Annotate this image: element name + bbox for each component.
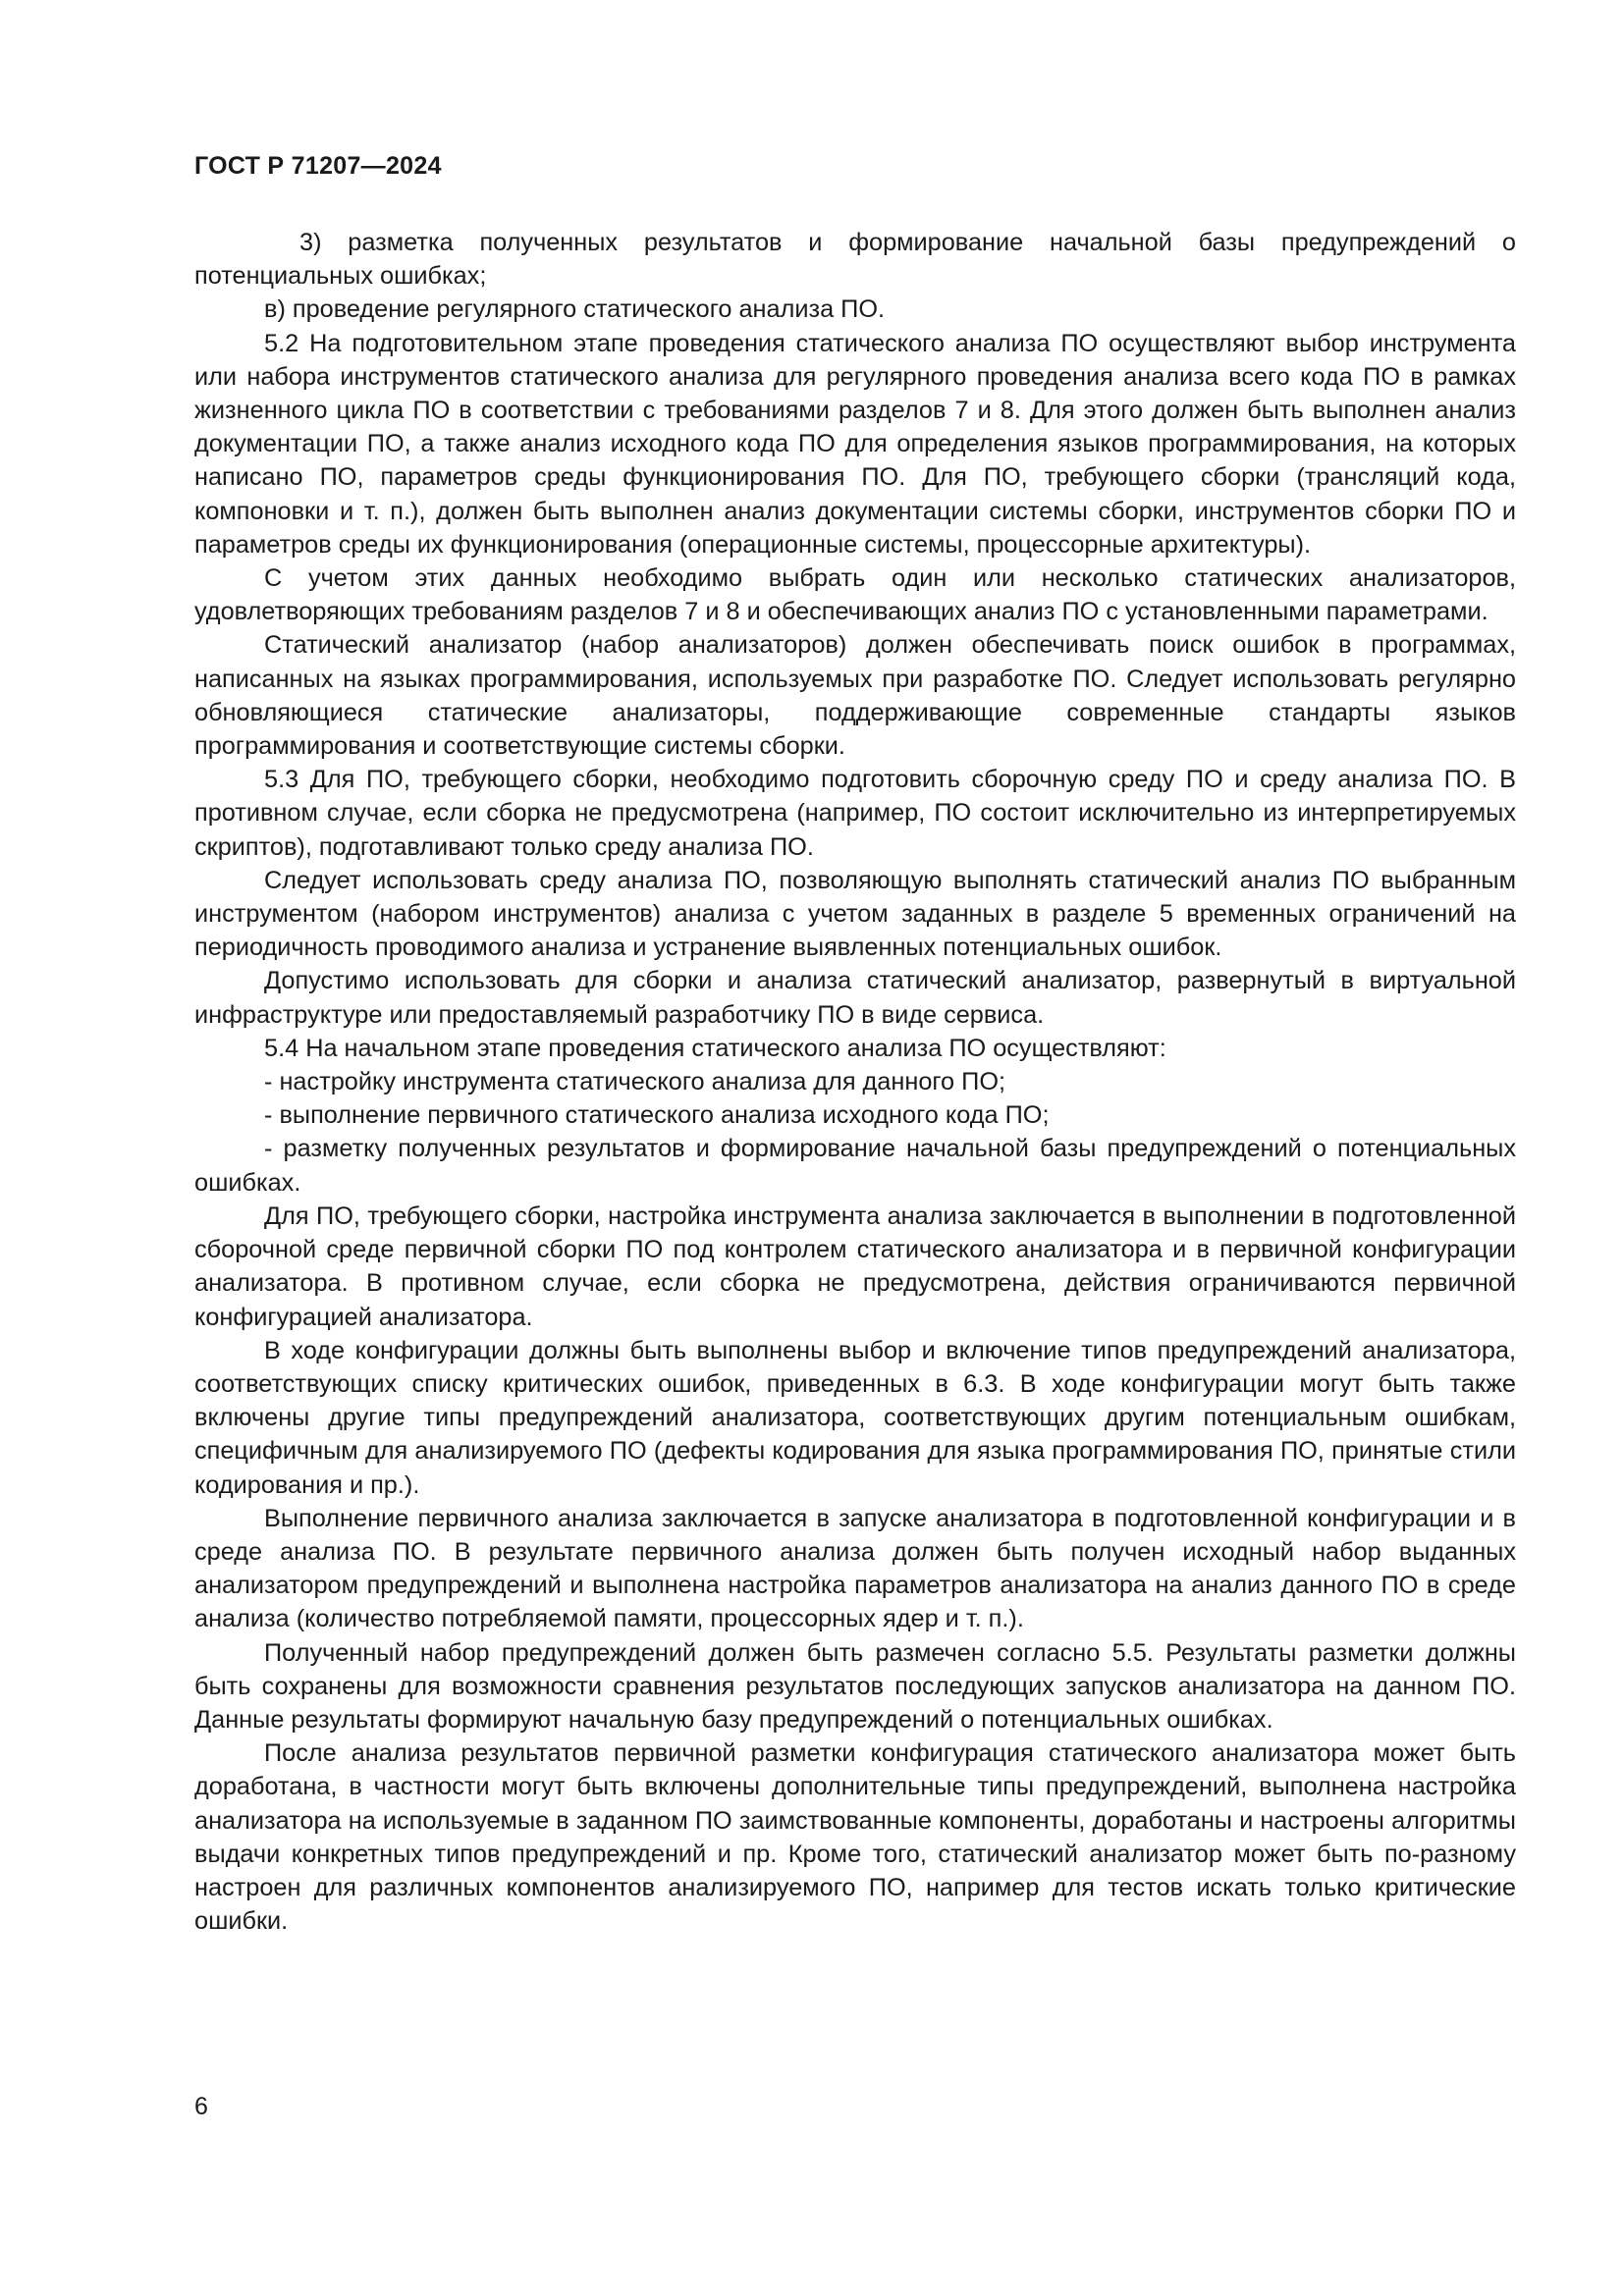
paragraph: в) проведение регулярного статического анализа ПО. [264, 295, 886, 324]
list-item: - разметку полученных результатов и формирование начальной базы предупреждений о потенциальных ошибках. [194, 1135, 1516, 1197]
list-item: - настройку инструмента статического анализа для данного ПО; [264, 1068, 1006, 1096]
paragraph: В ходе конфигурации должны быть выполнены выбор и включение типов предупреждений анализатора, соответствующих списку критических ошибок, приведенных в 6.3. В ходе конфигурации могут быть также включены другие типы предупреждений анализатора, соответствующих другим потенциальным ошибкам, специфичным для анализируемого ПО (дефекты кодирования для языка программирования ПО, принятые стили кодирования и пр.). [194, 1336, 1516, 1499]
paragraph: Допустимо использовать для сборки и анализа статический анализатор, развернутый в виртуальной инфраструктуре или предоставляемый разработчику ПО в виде сервиса. [194, 967, 1516, 1029]
document-header: ГОСТ Р 71207—2024 [194, 152, 442, 180]
paragraph: С учетом этих данных необходимо выбрать один или несколько статических анализаторов, удовлетворяющих требованиям разделов 7 и 8 и обеспечивающих анализ ПО с установленными параметрами. [194, 564, 1516, 626]
paragraph: Следует использовать среду анализа ПО, позволяющую выполнять статический анализ ПО выбранным инструментом (набором инструментов) анализа с учетом заданных в разделе 5 временных ограничений на периодичность проводимого анализа и устранение выявленных потенциальных ошибок. [194, 866, 1516, 962]
list-item: - выполнение первичного статического анализа исходного кода ПО; [264, 1101, 1050, 1130]
paragraph: Выполнение первичного анализа заключается в запуске анализатора в подготовленной конфигурации и в среде анализа ПО. В результате первичного анализа должен быть получен исходный набор выданных анализатором предупреждений и выполнена настройка параметров анализатора на анализ данного ПО в среде анализа (количество потребляемой памяти, процессорных ядер и т. п.). [194, 1504, 1516, 1633]
paragraph: После анализа результатов первичной разметки конфигурация статического анализатора может быть доработана, в частности могут быть включены дополнительные типы предупреждений, выполнена настройка анализатора на используемые в заданном ПО заимствованные компоненты, доработаны и настроены алгоритмы выдачи конкретных типов предупреждений и пр. Кроме того, статический анализатор может быть по-разному настроен для различных компонентов анализируемого ПО, например для тестов искать только критические ошибки. [194, 1739, 1516, 1936]
paragraph: 3) разметка полученных результатов и формирование начальной базы предупреждений о потенциальных ошибках; [194, 229, 1516, 291]
paragraph: Статический анализатор (набор анализаторов) должен обеспечивать поиск ошибок в программах, написанных на языках программирования, используемых при разработке ПО. Следует использовать регулярно обновляющиеся статические анализаторы, поддерживающие современные стандарты языков программирования и соответствующие системы сборки. [194, 631, 1516, 761]
paragraph: 5.3 Для ПО, требующего сборки, необходимо подготовить сборочную среду ПО и среду анализа ПО. В противном случае, если сборка не предусмотрена (например, ПО состоит исключительно из интерпретируемых скриптов), подготавливают только среду анализа ПО. [194, 766, 1516, 861]
paragraph: Полученный набор предупреждений должен быть размечен согласно 5.5. Результаты разметки должны быть сохранены для возможности сравнения результатов последующих запусков анализатора на данном ПО. Данные результаты формируют начальную базу предупреждений о потенциальных ошибках. [194, 1638, 1516, 1734]
paragraph: 5.2 На подготовительном этапе проведения статического анализа ПО осуществляют выбор инструмента или набора инструментов статического анализа для регулярного проведения анализа всего кода ПО в рамках жизненного цикла ПО в соответствии с требованиями разделов 7 и 8. Для этого должен быть выполнен анализ документации ПО, а также анализ исходного кода ПО для определения языков программирования, на которых написано ПО, параметров среды функционирования ПО. Для ПО, требующего сборки (трансляций кода, компоновки и т. п.), должен быть выполнен анализ документации системы сборки, инструментов сборки ПО и параметров среды их функционирования (операционные системы, процессорные архитектуры). [194, 329, 1516, 559]
document-body [194, 226, 1516, 1938]
page-number: 6 [194, 2093, 208, 2120]
paragraph: Для ПО, требующего сборки, настройка инструмента анализа заключается в выполнении в подготовленной сборочной среде первичной сборки ПО под контролем статического анализатора и в первичной конфигурации анализатора. В противном случае, если сборка не предусмотрена, действия ограничиваются первичной конфигурацией анализатора. [194, 1201, 1516, 1331]
paragraph: 5.4 На начальном этапе проведения статического анализа ПО осуществляют: [264, 1034, 1166, 1062]
